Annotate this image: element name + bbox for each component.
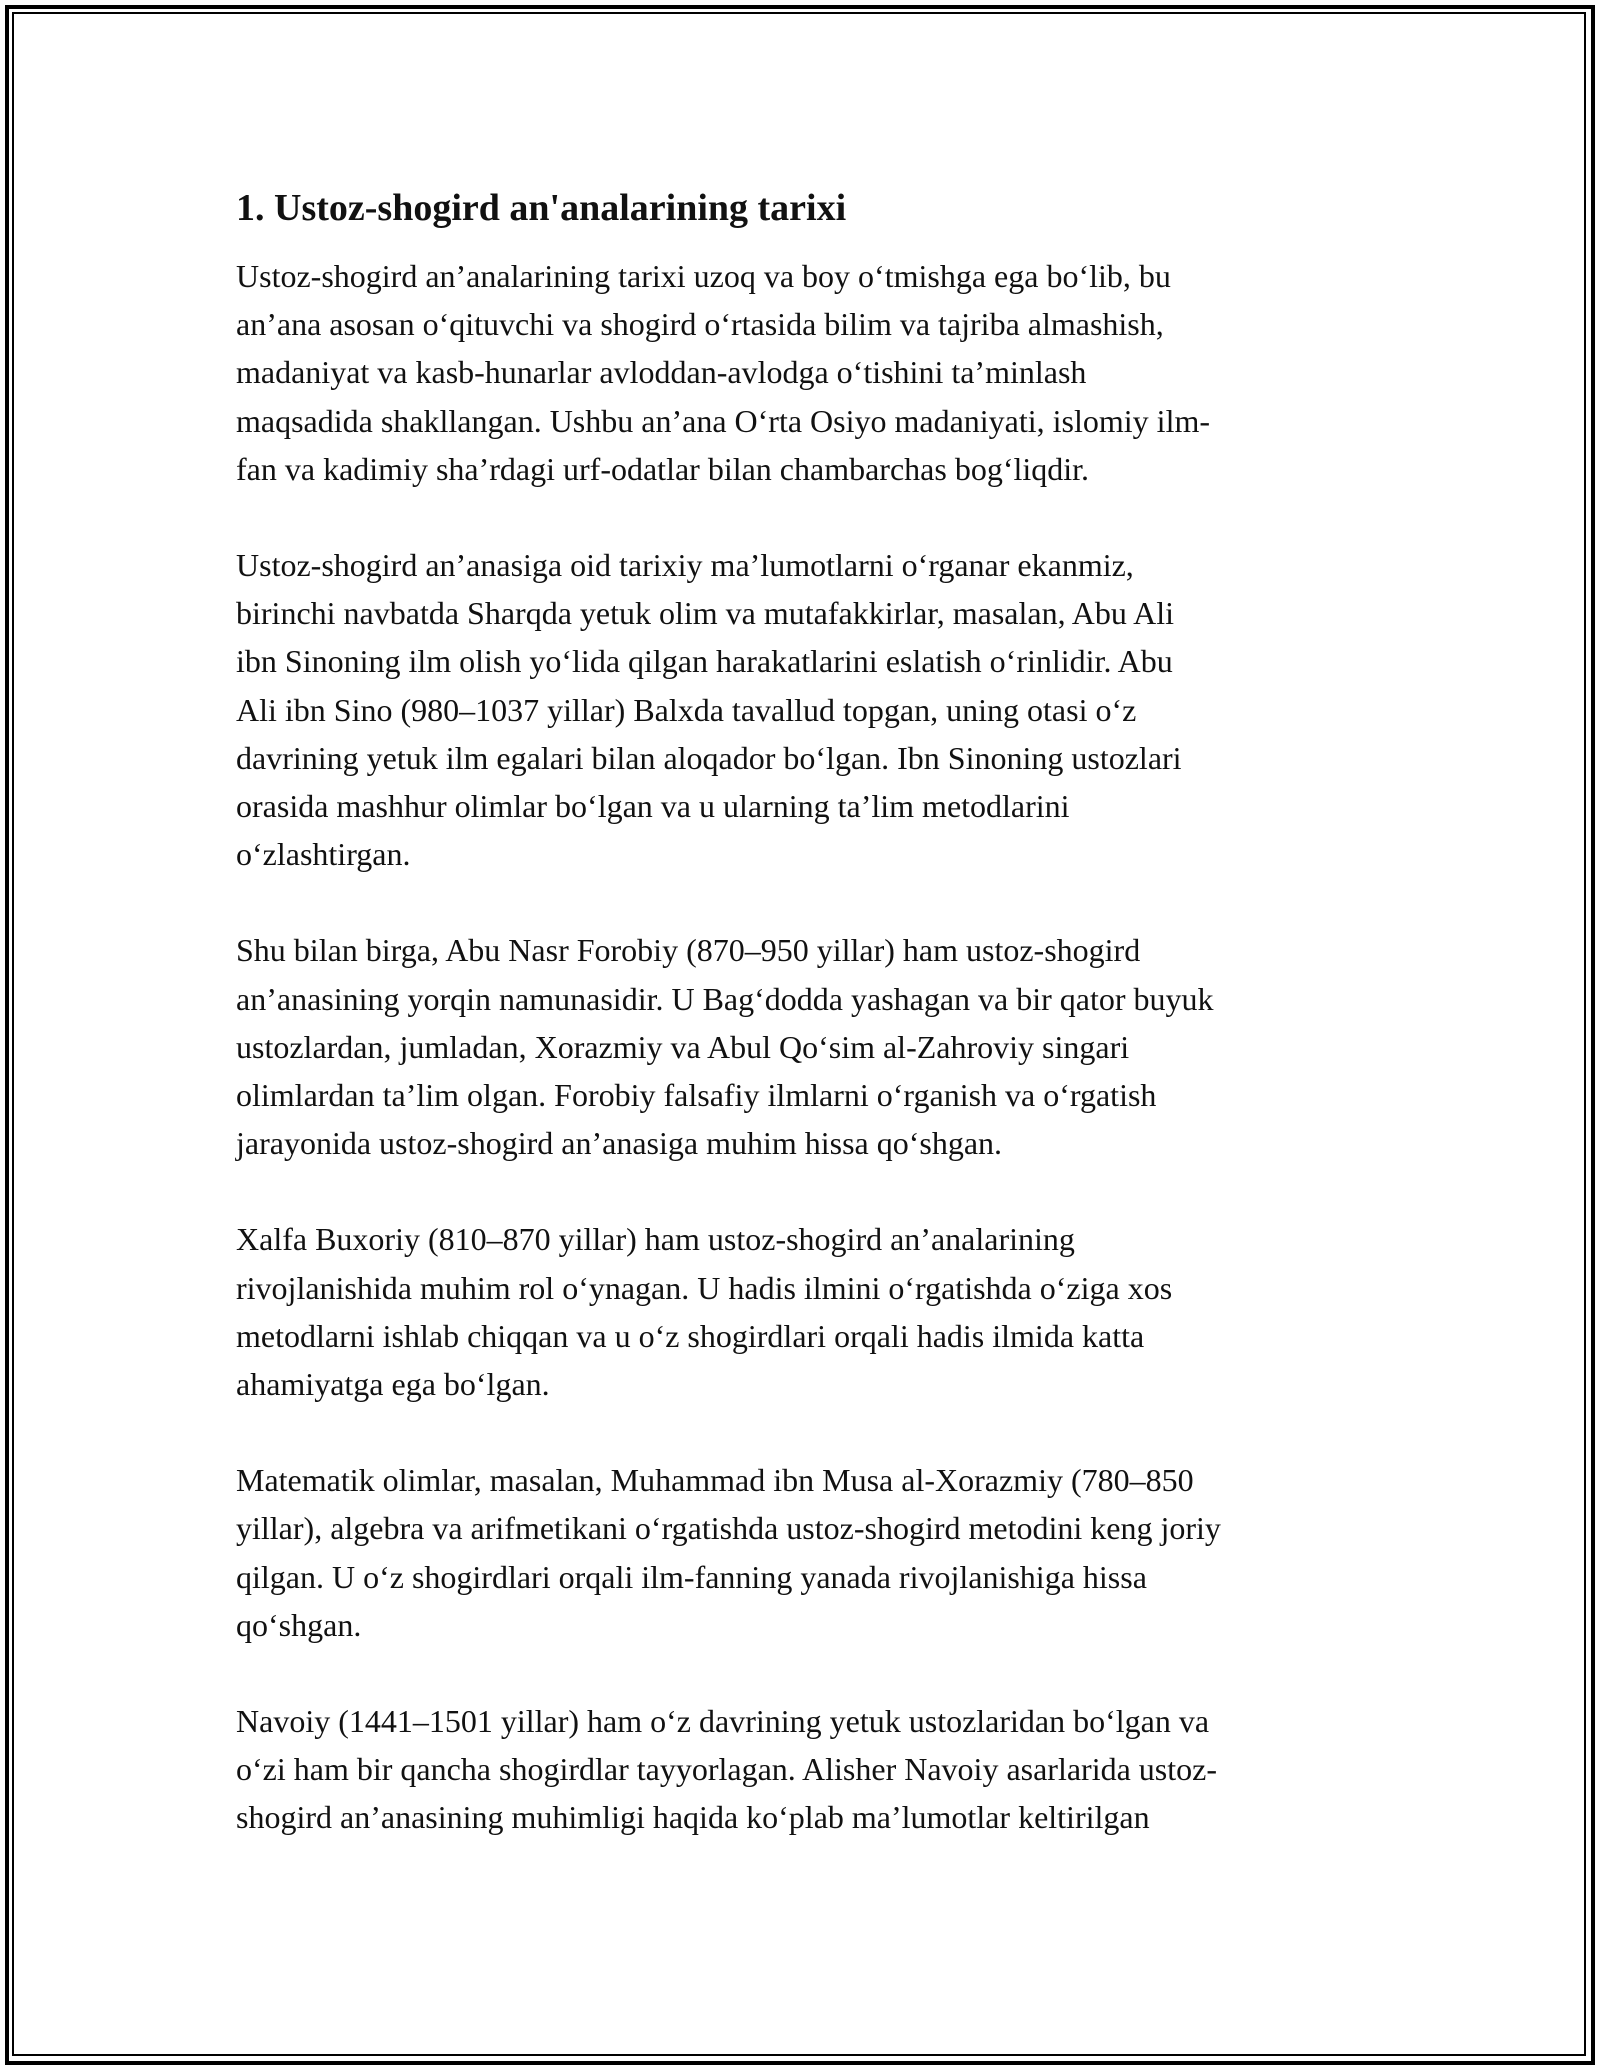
text-line: shogird an’anasining muhimligi haqida ko‘plab ma’lumotlar keltirilgan [236, 1799, 1150, 1836]
text-line: orasida mashhur olimlar bo‘lgan va u ularning ta’lim metodlarini [236, 788, 1070, 825]
text-line: Ustoz-shogird an’analarining tarixi uzoq va boy o‘tmishga ega bo‘lib, bu [236, 258, 1171, 294]
paragraph-2 [236, 541, 1366, 878]
paragraph-5 [236, 1456, 1366, 1649]
text-line: olimlardan ta’lim olgan. Forobiy falsafiy ilmlarni o‘rganish va o‘rgatish [236, 1077, 1157, 1114]
text-line: yillar), algebra va arifmetikani o‘rgatishda ustoz-shogird metodini keng joriy [236, 1510, 1221, 1547]
paragraph-4 [236, 1215, 1366, 1408]
text-line: Navoiy (1441–1501 yillar) ham o‘z davrining yetuk ustozlaridan bo‘lgan va [236, 1703, 1210, 1740]
text-line: jarayonida ustoz-shogird an’anasiga muhim hissa qo‘shgan. [236, 1125, 1003, 1162]
text-line: ibn Sinoning ilm olish yo‘lida qilgan harakatlarini eslatish o‘rinlidir. Abu [236, 643, 1173, 680]
text-line: qo‘shgan. [236, 1606, 362, 1643]
text-line: metodlarni ishlab chiqqan va u o‘z shogirdlari orqali hadis ilmida katta [236, 1317, 1145, 1354]
text-line: birinchi navbatda Sharqda yetuk olim va mutafakkirlar, masalan, Abu Ali [236, 595, 1175, 632]
page-content [236, 184, 1366, 1890]
text-line: fan va kadimiy sha’rdagi urf-odatlar bilan chambarchas bog‘liqdir. [236, 450, 1090, 487]
text-line: ahamiyatga ega bo‘lgan. [236, 1366, 550, 1403]
text-line: Shu bilan birga, Abu Nasr Forobiy (870–950 yillar) ham ustoz-shogird [236, 932, 1141, 969]
text-line: madaniyat va kasb-hunarlar avloddan-avlodga o‘tishini ta’minlash [236, 354, 1087, 391]
text-line: Ustoz-shogird an’anasiga oid tarixiy ma’lumotlarni o‘rganar ekanmiz, [236, 547, 1134, 584]
text-line: ustozlardan, jumladan, Xorazmiy va Abul Qo‘sim al-Zahroviy singari [236, 1028, 1130, 1065]
text-line: rivojlanishida muhim rol o‘ynagan. U hadis ilmini o‘rgatishda o‘ziga xos [236, 1269, 1173, 1306]
text-line: davrining yetuk ilm egalari bilan aloqador bo‘lgan. Ibn Sinoning ustozlari [236, 739, 1182, 776]
text-line: o‘zi ham bir qancha shogirdlar tayyorlagan. Alisher Navoiy asarlarida ustoz- [236, 1751, 1217, 1788]
section-heading: 1. Ustoz-shogird an'analarining tarixi [236, 187, 847, 229]
paragraph-3 [236, 926, 1366, 1167]
text-line: qilgan. U o‘z shogirdlari orqali ilm-fanning yanada rivojlanishiga hissa [236, 1558, 1147, 1595]
text-line: Ali ibn Sino (980–1037 yillar) Balxda tavallud topgan, uning otasi o‘z [236, 691, 1137, 728]
paragraph-6 [236, 1697, 1366, 1842]
text-line: o‘zlashtirgan. [236, 836, 411, 873]
text-line: an’anasining yorqin namunasidir. U Bag‘dodda yashagan va bir qator buyuk [236, 980, 1214, 1017]
text-line: Xalfa Buxoriy (810–870 yillar) ham ustoz-shogird an’analarining [236, 1221, 1075, 1258]
text-line: maqsadida shakllangan. Ushbu an’ana O‘rta Osiyo madaniyati, islomiy ilm- [236, 402, 1210, 439]
paragraph-1 [236, 252, 1366, 493]
text-line: Matematik olimlar, masalan, Muhammad ibn Musa al-Xorazmiy (780–850 [236, 1462, 1194, 1499]
text-line: an’ana asosan o‘qituvchi va shogird o‘rtasida bilim va tajriba almashish, [236, 306, 1164, 343]
